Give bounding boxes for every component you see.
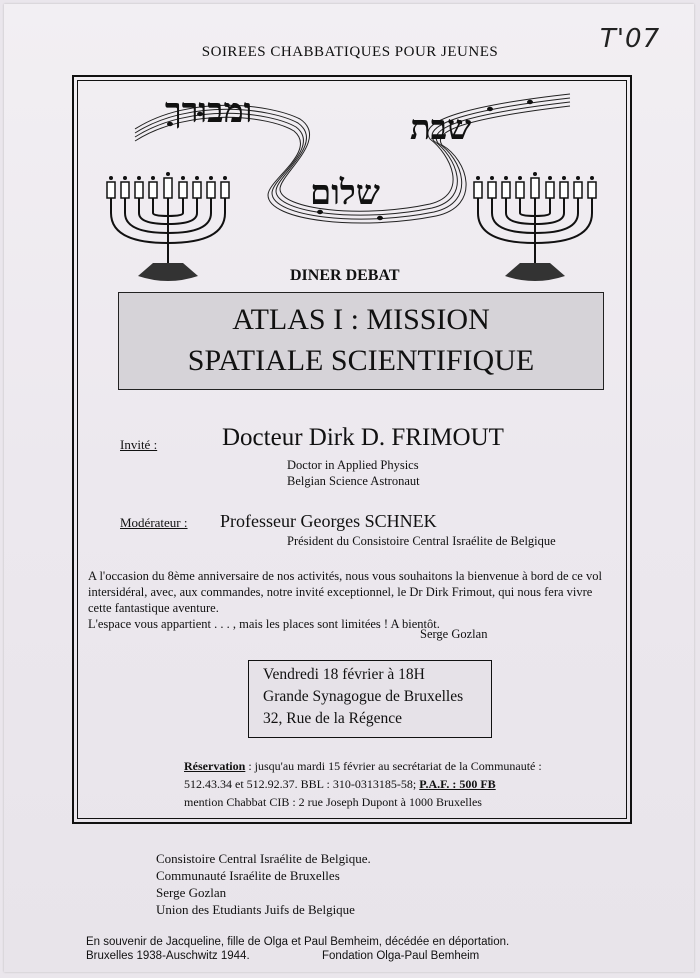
handwritten-note: T'07 (600, 24, 661, 54)
message-signature: Serge Gozlan (420, 627, 488, 641)
svg-text:ומבורך: ומבורך (165, 91, 253, 131)
welcome-message (88, 568, 628, 632)
menorah-right-image (470, 168, 600, 290)
header-title: SOIREES CHABBATIQUES POUR JEUNES (201, 44, 499, 60)
guest-title-1: Doctor in Applied Physics (287, 458, 419, 472)
reservation-deadline: : jusqu'au mardi 15 février au secrétariat de la Communauté : (245, 759, 542, 773)
moderator-title: Président du Consistoire Central Israélite de Belgique (287, 534, 556, 548)
organizer-item: Communauté Israélite de Bruxelles (156, 868, 340, 883)
organizers-list (156, 850, 371, 918)
footer-foundation: Fondation Olga-Paul Bemheim (322, 950, 480, 962)
svg-text:שלום: שלום (310, 173, 380, 213)
moderator-label: Modérateur : (120, 515, 188, 530)
menorah-left-image (103, 168, 233, 290)
reservation-address: mention Chabbat CIB : 2 rue Joseph Dupont à 1000 Bruxelles (184, 795, 482, 809)
guest-name: Docteur Dirk D. FRIMOUT (222, 424, 504, 451)
reservation-info (184, 757, 624, 811)
guest-label: Invité : (120, 437, 158, 452)
event-date: Vendredi 18 février à 18H (263, 666, 425, 683)
svg-text:שבת: שבת (410, 108, 472, 148)
paf-price: P.A.F. : 500 FB (419, 777, 496, 791)
event-address: 32, Rue de la Régence (263, 710, 403, 727)
guest-title-2: Belgian Science Astronaut (287, 474, 420, 488)
title-line-2: SPATIALE SCIENTIFIQUE (187, 344, 535, 377)
event-type: DINER DEBAT (290, 267, 400, 284)
message-line-4: L'espace vous appartient . . . , mais les places sont limitées ! A bientôt. (88, 617, 440, 631)
event-place: Grande Synagogue de Bruxelles (263, 688, 464, 705)
title-box (118, 292, 604, 390)
memorial-footer (86, 935, 646, 963)
organizer-item: Serge Gozlan (156, 885, 227, 900)
event-details-box (248, 660, 492, 738)
title-line-1: ATLAS I : MISSION (232, 303, 490, 336)
moderator-name: Professeur Georges SCHNEK (220, 511, 437, 531)
message-line-1: A l'occasion du 8ème anniversaire de nos activités, nous vous souhaitons la bienvenue à bord de ce vol (88, 569, 602, 583)
footer-dedication: En souvenir de Jacqueline, fille de Olga et Paul Bemheim, décédée en déportation. (86, 936, 510, 948)
reservation-label: Réservation (184, 759, 246, 773)
message-line-2: intersidéral, avec, aux commandes, notre invité exceptionnel, le Dr Dirk Frimout, qui nous fera vivre (88, 585, 593, 599)
footer-dates: Bruxelles 1938-Auschwitz 1944. (86, 950, 250, 962)
reservation-phones: 512.43.34 et 512.92.37. BBL : 310-0313185-58; (184, 777, 420, 791)
organizer-item: Consistoire Central Israélite de Belgique. (156, 851, 371, 866)
organizer-item: Union des Etudiants Juifs de Belgique (156, 902, 355, 917)
message-line-3: cette fantastique aventure. (88, 601, 219, 615)
